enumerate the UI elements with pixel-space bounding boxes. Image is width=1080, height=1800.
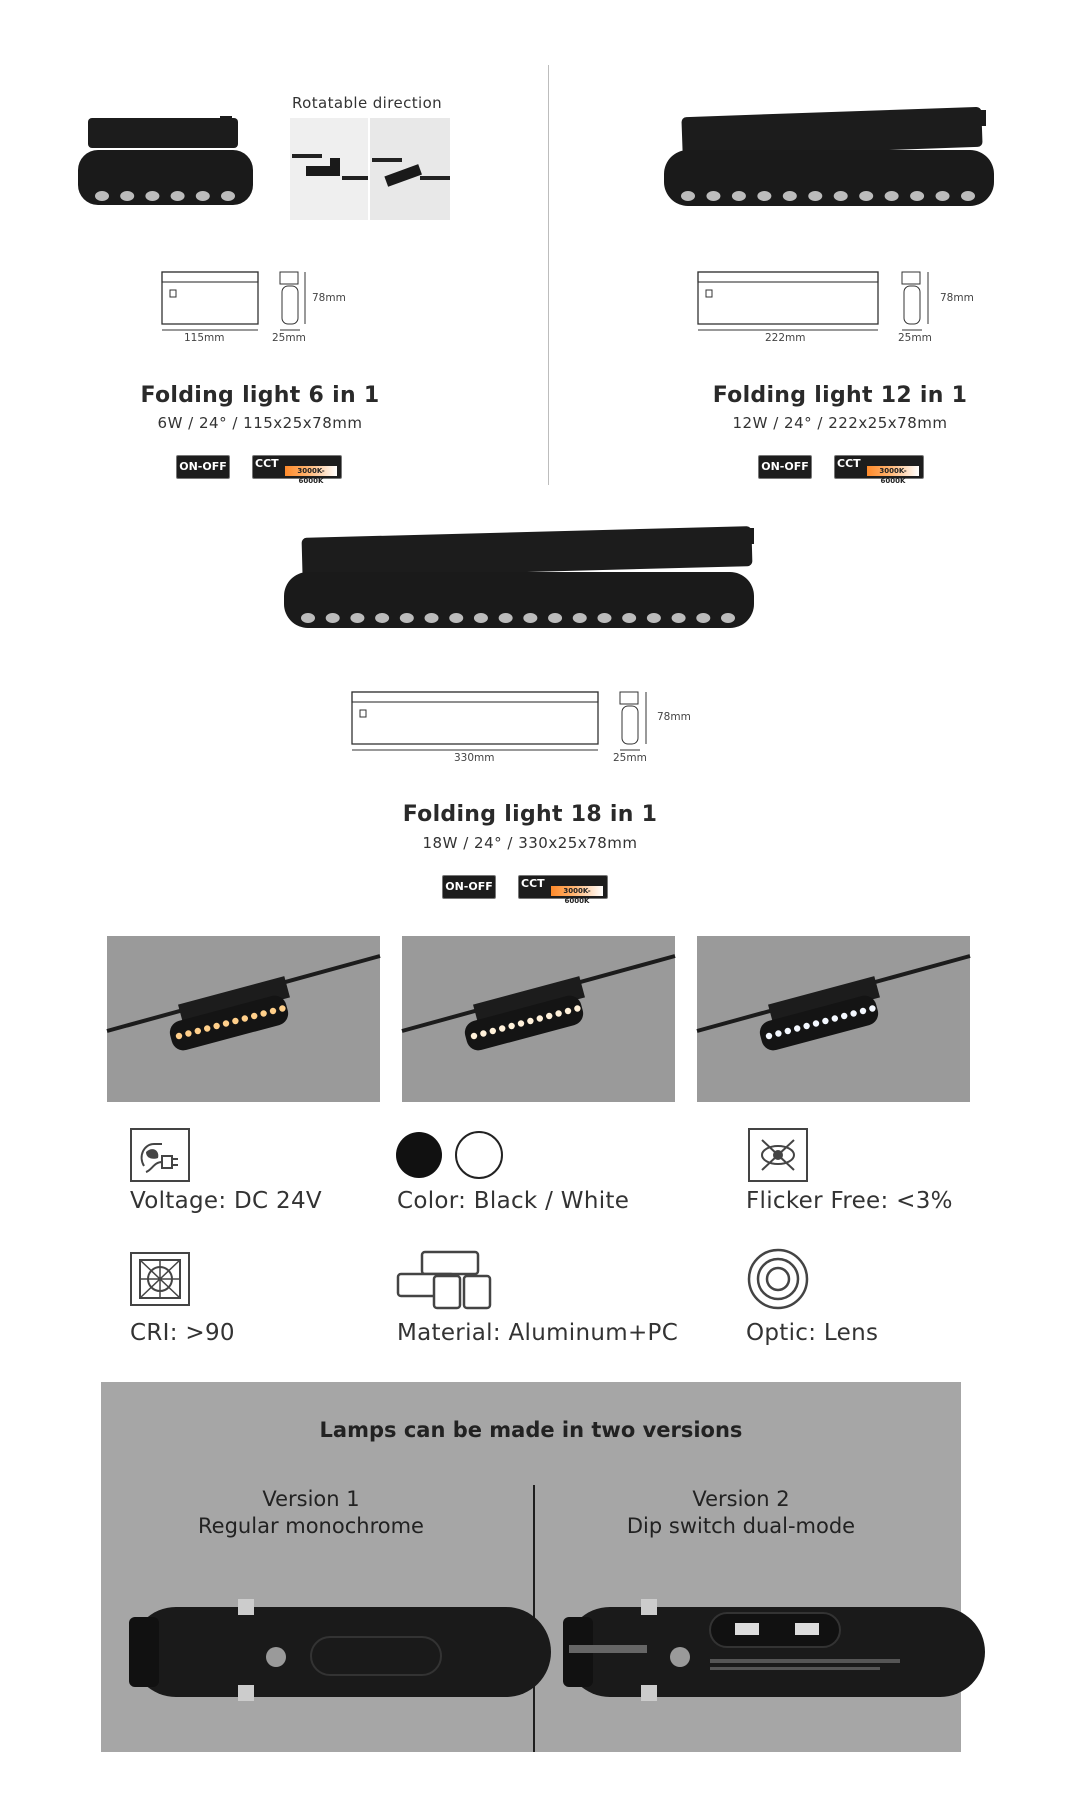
led-lens xyxy=(732,191,746,201)
cct-range: 3000K-6000K xyxy=(867,466,919,476)
version-1-desc: Regular monochrome xyxy=(198,1514,424,1538)
led-glow xyxy=(232,1018,238,1024)
led-lens xyxy=(672,613,686,623)
flicker-free-icon xyxy=(748,1128,808,1182)
product-specs: 12W / 24° / 222x25x78mm xyxy=(732,414,948,432)
led-lens xyxy=(350,613,364,623)
feature-cri: CRI: >90 xyxy=(130,1320,235,1346)
led-glow xyxy=(527,1018,533,1024)
led-lens xyxy=(859,191,873,201)
install-photo-neutral xyxy=(402,936,675,1102)
product-title: Folding light 18 in 1 xyxy=(402,802,658,827)
onoff-badge: ON-OFF xyxy=(758,455,812,479)
led-glow xyxy=(813,1020,819,1026)
led-lens xyxy=(910,191,924,201)
power-plug-icon xyxy=(130,1128,190,1182)
led-glow xyxy=(850,1010,856,1016)
led-lens xyxy=(196,191,210,201)
dim-length: 115mm xyxy=(184,332,225,344)
led-glow xyxy=(204,1025,210,1031)
lens-icon xyxy=(746,1248,812,1310)
led-lens xyxy=(573,613,587,623)
install-photo-cool xyxy=(697,936,970,1102)
cct-label: CCT xyxy=(837,457,861,470)
led-lens xyxy=(597,613,611,623)
led-glow xyxy=(251,1013,257,1019)
install-photo-warm xyxy=(107,936,380,1102)
led-glow xyxy=(242,1015,248,1021)
led-glow xyxy=(574,1005,580,1011)
dim-width: 25mm xyxy=(272,332,306,344)
cct-badge xyxy=(518,875,608,905)
version-1-label xyxy=(141,1486,481,1540)
led-lens xyxy=(221,191,235,201)
product-title: Folding light 12 in 1 xyxy=(712,383,968,408)
cct-label: CCT xyxy=(255,457,279,470)
led-glow xyxy=(869,1005,875,1011)
led-glow xyxy=(518,1020,524,1026)
led-glow xyxy=(822,1018,828,1024)
led-lens xyxy=(834,191,848,201)
led-lens xyxy=(548,613,562,623)
led-glow xyxy=(270,1008,276,1014)
led-glow xyxy=(499,1025,505,1031)
led-glow xyxy=(537,1015,543,1021)
dim-height: 78mm xyxy=(940,292,974,304)
led-lens xyxy=(400,613,414,623)
led-glow xyxy=(555,1010,561,1016)
dim-width: 25mm xyxy=(898,332,932,344)
versions-heading: Lamps can be made in two versions xyxy=(319,1418,743,1442)
led-glow xyxy=(508,1023,514,1029)
led-lens xyxy=(706,191,720,201)
led-glow xyxy=(841,1013,847,1019)
led-lens xyxy=(449,613,463,623)
led-glow xyxy=(490,1028,496,1034)
onoff-badge: ON-OFF xyxy=(442,875,496,899)
led-glow xyxy=(260,1010,266,1016)
led-glow xyxy=(860,1008,866,1014)
version-2-title: Version 2 xyxy=(692,1487,790,1511)
cct-range: 3000K-6000K xyxy=(285,466,337,476)
led-glow xyxy=(213,1023,219,1029)
section-divider xyxy=(548,65,549,485)
led-lens xyxy=(681,191,695,201)
versions-panel xyxy=(101,1382,961,1752)
led-lens xyxy=(326,613,340,623)
dim-length: 330mm xyxy=(454,752,495,764)
onoff-badge: ON-OFF xyxy=(176,455,230,479)
led-lens xyxy=(425,613,439,623)
led-glow xyxy=(176,1033,182,1039)
product-specs: 18W / 24° / 330x25x78mm xyxy=(422,834,638,852)
cri-icon xyxy=(130,1252,190,1306)
version-2-label xyxy=(571,1486,911,1540)
led-lens xyxy=(783,191,797,201)
feature-voltage: Voltage: DC 24V xyxy=(130,1188,322,1214)
dimension-drawing-18in1 xyxy=(350,686,710,756)
cct-label: CCT xyxy=(521,877,545,890)
led-glow xyxy=(565,1008,571,1014)
led-lens xyxy=(696,613,710,623)
led-lens xyxy=(523,613,537,623)
led-glow xyxy=(775,1030,781,1036)
led-lens xyxy=(95,191,109,201)
rotatable-direction-label: Rotatable direction xyxy=(292,94,443,112)
led-lens xyxy=(120,191,134,201)
led-lens xyxy=(936,191,950,201)
dim-width: 25mm xyxy=(613,752,647,764)
feature-material: Material: Aluminum+PC xyxy=(397,1320,679,1346)
led-glow xyxy=(185,1030,191,1036)
led-lens xyxy=(647,613,661,623)
led-lens xyxy=(171,191,185,201)
product-image-18in1 xyxy=(280,520,780,640)
product-image-12in1 xyxy=(660,100,1010,220)
version-1-fixture xyxy=(101,1587,535,1717)
led-glow xyxy=(803,1023,809,1029)
dimension-drawing-6in1 xyxy=(160,266,330,336)
led-glow xyxy=(794,1025,800,1031)
led-lens xyxy=(375,613,389,623)
led-glow xyxy=(766,1033,772,1039)
led-lens xyxy=(499,613,513,623)
led-glow xyxy=(546,1013,552,1019)
product-specs: 6W / 24° / 115x25x78mm xyxy=(157,414,363,432)
product-title: Folding light 6 in 1 xyxy=(140,383,380,408)
led-lens xyxy=(301,613,315,623)
led-lens xyxy=(885,191,899,201)
cct-badge xyxy=(252,455,342,485)
led-lens xyxy=(961,191,975,201)
led-glow xyxy=(832,1015,838,1021)
product-image-6in1 xyxy=(70,110,260,220)
led-lens xyxy=(808,191,822,201)
color-swatch-icon xyxy=(394,1130,506,1180)
dim-height: 78mm xyxy=(657,711,691,723)
led-lens xyxy=(622,613,636,623)
cct-range: 3000K-6000K xyxy=(551,886,603,896)
rotatable-direction-photos xyxy=(290,118,450,220)
led-lens xyxy=(757,191,771,201)
version-1-title: Version 1 xyxy=(262,1487,360,1511)
led-lens xyxy=(145,191,159,201)
led-lens xyxy=(474,613,488,623)
material-blocks-icon xyxy=(394,1250,514,1312)
led-lens xyxy=(721,613,735,623)
dim-height: 78mm xyxy=(312,292,346,304)
led-glow xyxy=(195,1028,201,1034)
led-glow xyxy=(480,1030,486,1036)
feature-color: Color: Black / White xyxy=(397,1188,630,1214)
led-glow xyxy=(279,1005,285,1011)
led-glow xyxy=(223,1020,229,1026)
version-2-desc: Dip switch dual-mode xyxy=(626,1514,856,1538)
version-2-fixture xyxy=(535,1587,961,1717)
led-glow xyxy=(471,1033,477,1039)
feature-optic: Optic: Lens xyxy=(746,1320,879,1346)
led-glow xyxy=(785,1028,791,1034)
cct-badge xyxy=(834,455,924,485)
feature-flicker: Flicker Free: <3% xyxy=(746,1188,953,1214)
dim-length: 222mm xyxy=(765,332,806,344)
